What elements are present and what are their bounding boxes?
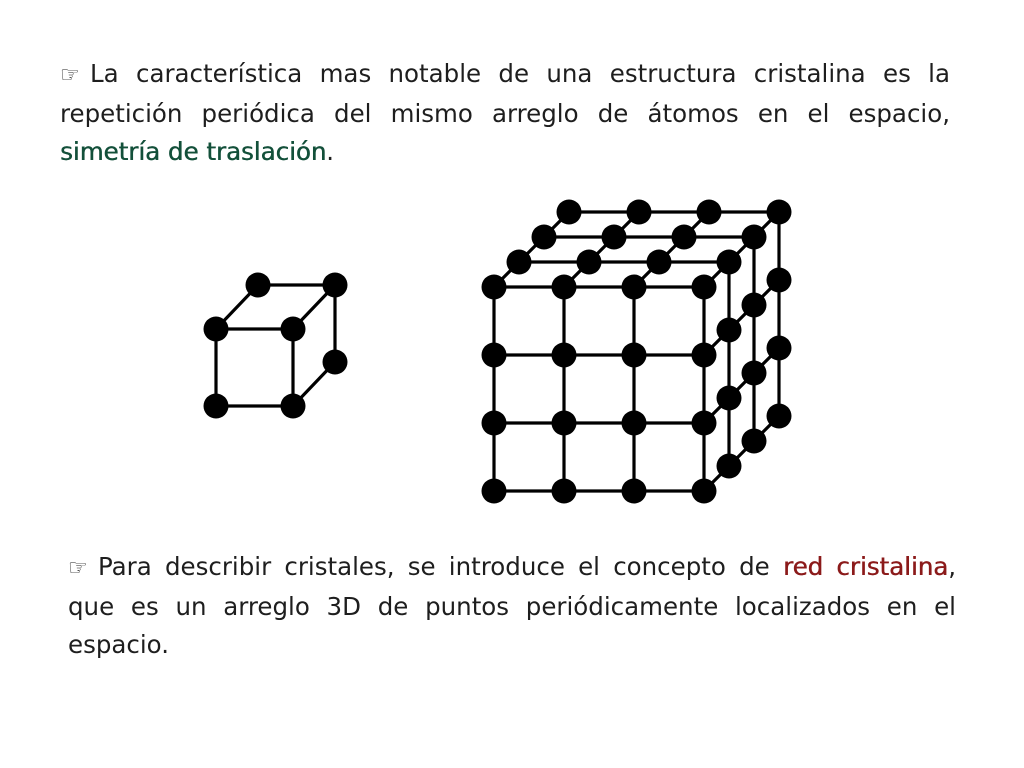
bond-line xyxy=(293,362,335,406)
atom-point xyxy=(692,275,717,300)
bond-line xyxy=(729,237,754,262)
bond-line xyxy=(564,262,589,287)
atom-point xyxy=(767,404,792,429)
atom-point xyxy=(204,394,229,419)
bond-line xyxy=(544,212,569,237)
bond-line xyxy=(754,348,779,373)
bond-line xyxy=(293,285,335,329)
atom-point xyxy=(717,454,742,479)
atom-point xyxy=(742,225,767,250)
bond-line xyxy=(519,237,544,262)
symmetry-term: simetría de traslación xyxy=(60,137,327,166)
atom-point xyxy=(557,200,582,225)
atom-point xyxy=(204,317,229,342)
atom-point xyxy=(552,275,577,300)
atom-point xyxy=(767,200,792,225)
pointing-hand-icon: ☞ xyxy=(60,63,80,88)
lattice-paragraph xyxy=(68,548,956,664)
atom-point xyxy=(281,317,306,342)
lattice-text-before: Para describir cristales, se introduce el concepto de xyxy=(98,552,770,581)
bond-line xyxy=(634,262,659,287)
atom-point xyxy=(717,386,742,411)
intro-text: La característica mas notable de una estructura cristalina es la repetición periódica del mismo arreglo de átomos en el espacio, xyxy=(60,59,950,128)
bond-line xyxy=(589,237,614,262)
atom-point xyxy=(627,200,652,225)
crystal-lattice-term: red cristalina xyxy=(782,552,949,581)
atom-point xyxy=(323,273,348,298)
atom-point xyxy=(552,343,577,368)
bond-line xyxy=(704,330,729,355)
atom-point xyxy=(482,479,507,504)
atom-point xyxy=(692,411,717,436)
bond-line xyxy=(704,262,729,287)
bond-line xyxy=(704,398,729,423)
bond-line xyxy=(754,212,779,237)
atom-point xyxy=(717,318,742,343)
atom-point xyxy=(767,336,792,361)
intro-end: . xyxy=(326,137,335,166)
atom-point xyxy=(742,361,767,386)
bond-line xyxy=(729,441,754,466)
bond-line xyxy=(704,466,729,491)
atom-point xyxy=(697,200,722,225)
intro-paragraph xyxy=(60,55,950,171)
atom-point xyxy=(622,411,647,436)
atom-point xyxy=(622,343,647,368)
atom-point xyxy=(552,479,577,504)
atom-point xyxy=(622,275,647,300)
bond-line xyxy=(216,285,258,329)
bond-line xyxy=(729,305,754,330)
atom-point xyxy=(742,429,767,454)
atom-point xyxy=(622,479,647,504)
bond-line xyxy=(614,212,639,237)
lattice-cube xyxy=(482,200,792,504)
atom-point xyxy=(323,350,348,375)
atom-point xyxy=(482,275,507,300)
atom-point xyxy=(647,250,672,275)
atom-point xyxy=(672,225,697,250)
atom-point xyxy=(507,250,532,275)
pointing-hand-icon: ☞ xyxy=(68,556,88,581)
atom-point xyxy=(577,250,602,275)
atom-point xyxy=(552,411,577,436)
atom-point xyxy=(246,273,271,298)
atom-point xyxy=(602,225,627,250)
atom-point xyxy=(281,394,306,419)
atom-point xyxy=(742,293,767,318)
bond-line xyxy=(729,373,754,398)
atom-point xyxy=(767,268,792,293)
bond-line xyxy=(659,237,684,262)
atom-point xyxy=(717,250,742,275)
bond-line xyxy=(684,212,709,237)
bond-line xyxy=(754,280,779,305)
atom-point xyxy=(532,225,557,250)
bond-line xyxy=(754,416,779,441)
atom-point xyxy=(692,343,717,368)
atom-point xyxy=(482,411,507,436)
atom-point xyxy=(692,479,717,504)
atom-point xyxy=(482,343,507,368)
bond-line xyxy=(494,262,519,287)
lattice-text-after: , que es un arreglo 3D de puntos periódicamente localizados en el espacio. xyxy=(68,552,956,659)
unit-cell-cube xyxy=(204,273,348,419)
